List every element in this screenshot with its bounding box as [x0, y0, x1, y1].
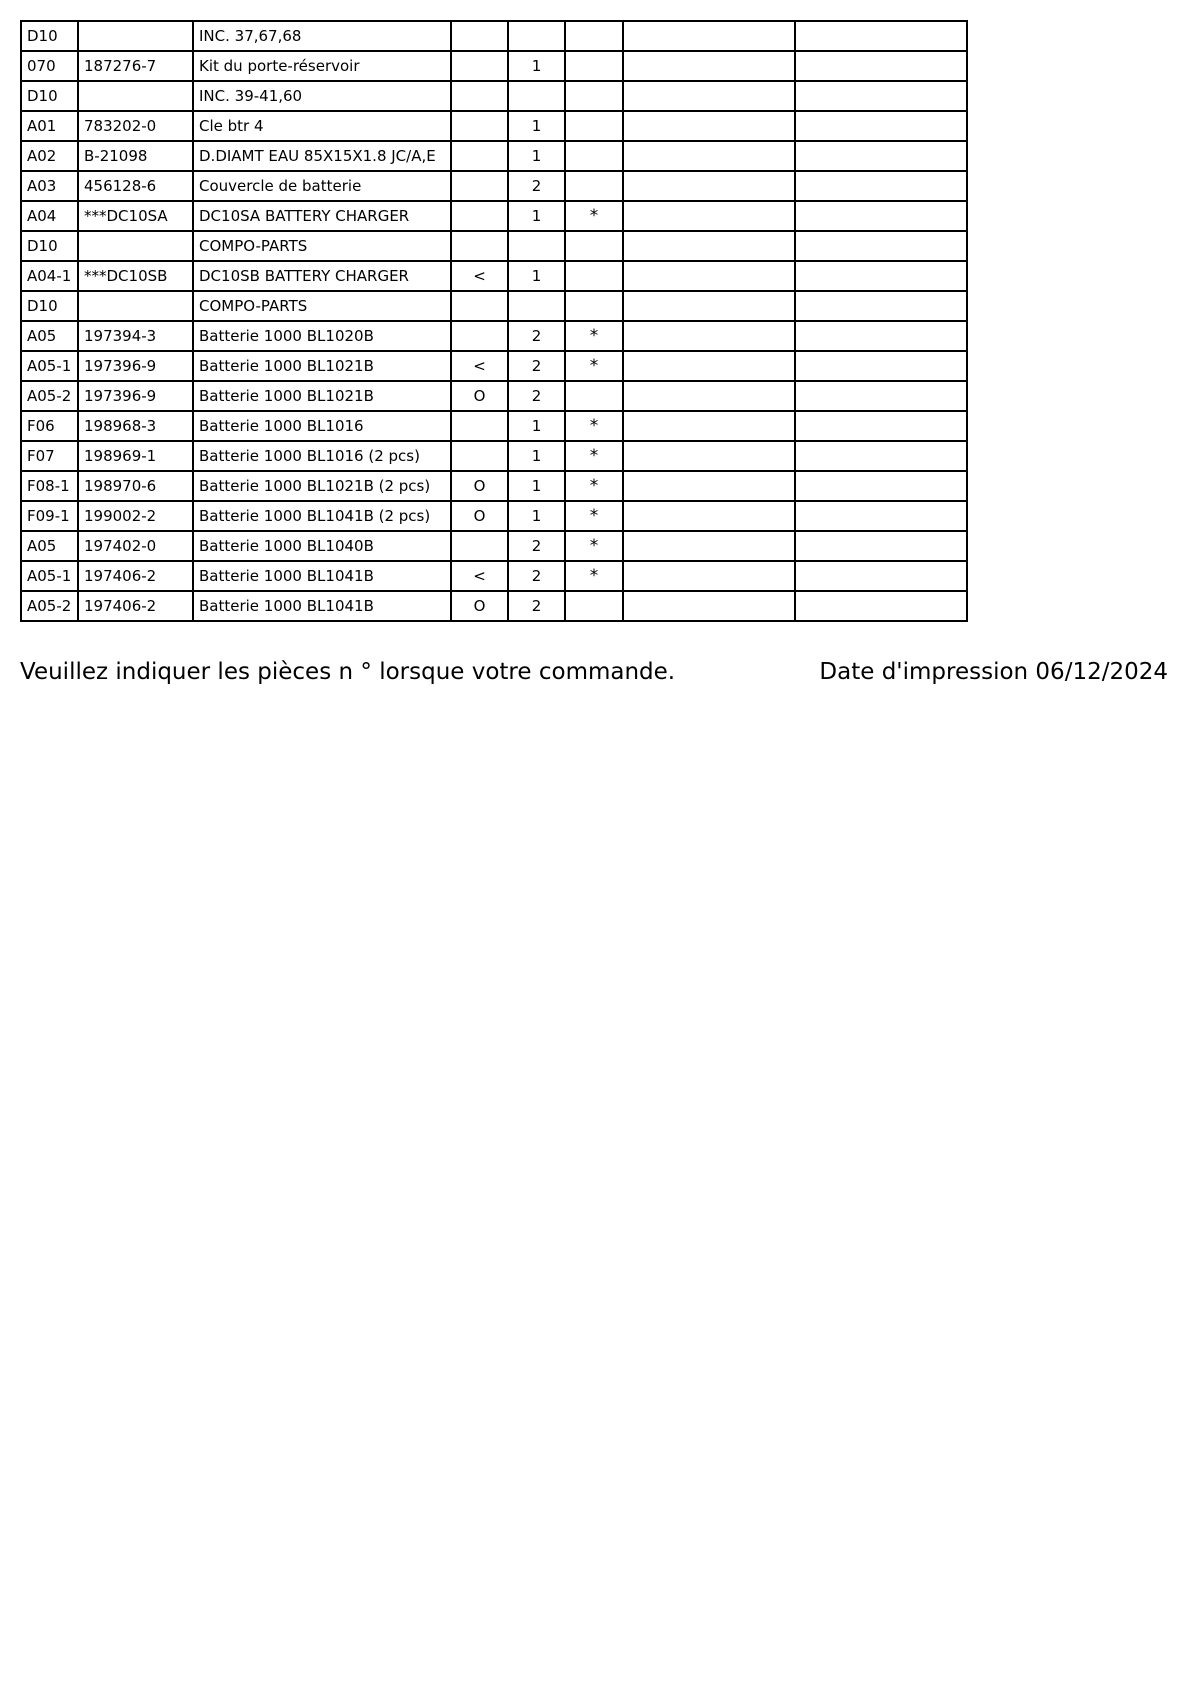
cell-part-number: [78, 231, 193, 261]
cell-empty: [795, 201, 967, 231]
cell-empty: [623, 51, 795, 81]
cell-quantity: 1: [508, 51, 565, 81]
cell-ref: D10: [21, 291, 78, 321]
cell-mark: [451, 81, 508, 111]
cell-empty: [795, 411, 967, 441]
cell-ref: A05: [21, 531, 78, 561]
cell-flag: *: [565, 201, 623, 231]
cell-mark: <: [451, 351, 508, 381]
cell-empty: [795, 141, 967, 171]
cell-description: INC. 37,67,68: [193, 21, 451, 51]
cell-part-number: 198968-3: [78, 411, 193, 441]
cell-description: Batterie 1000 BL1016 (2 pcs): [193, 441, 451, 471]
cell-empty: [623, 81, 795, 111]
cell-empty: [623, 531, 795, 561]
cell-flag: [565, 141, 623, 171]
cell-empty: [795, 51, 967, 81]
cell-ref: F06: [21, 411, 78, 441]
cell-mark: [451, 441, 508, 471]
cell-quantity: 1: [508, 441, 565, 471]
cell-mark: [451, 531, 508, 561]
cell-quantity: 1: [508, 201, 565, 231]
cell-part-number: 187276-7: [78, 51, 193, 81]
table-row: [21, 471, 967, 501]
cell-flag: [565, 21, 623, 51]
table-row: [21, 141, 967, 171]
cell-flag: *: [565, 561, 623, 591]
cell-quantity: 1: [508, 261, 565, 291]
cell-quantity: [508, 21, 565, 51]
cell-part-number: 197396-9: [78, 381, 193, 411]
cell-flag: *: [565, 531, 623, 561]
parts-table: [20, 20, 968, 622]
cell-ref: 070: [21, 51, 78, 81]
cell-empty: [795, 321, 967, 351]
cell-mark: [451, 21, 508, 51]
cell-empty: [795, 381, 967, 411]
table-row: [21, 81, 967, 111]
cell-mark: [451, 321, 508, 351]
cell-description: INC. 39-41,60: [193, 81, 451, 111]
table-row: [21, 351, 967, 381]
table-row: [21, 381, 967, 411]
cell-ref: A02: [21, 141, 78, 171]
cell-empty: [795, 471, 967, 501]
cell-description: D.DIAMT EAU 85X15X1.8 JC/A,E: [193, 141, 451, 171]
table-row: [21, 561, 967, 591]
cell-flag: *: [565, 501, 623, 531]
cell-mark: [451, 51, 508, 81]
cell-description: Batterie 1000 BL1016: [193, 411, 451, 441]
cell-empty: [623, 21, 795, 51]
cell-quantity: 2: [508, 591, 565, 621]
cell-mark: [451, 201, 508, 231]
parts-table-body: [21, 21, 967, 621]
cell-empty: [795, 231, 967, 261]
cell-flag: [565, 231, 623, 261]
table-row: [21, 51, 967, 81]
cell-ref: A05-2: [21, 591, 78, 621]
cell-description: Kit du porte-réservoir: [193, 51, 451, 81]
cell-empty: [623, 381, 795, 411]
table-row: [21, 171, 967, 201]
cell-ref: D10: [21, 21, 78, 51]
cell-empty: [795, 561, 967, 591]
cell-mark: [451, 111, 508, 141]
cell-description: Cle btr 4: [193, 111, 451, 141]
cell-empty: [795, 261, 967, 291]
cell-empty: [623, 201, 795, 231]
cell-ref: A03: [21, 171, 78, 201]
cell-mark: [451, 291, 508, 321]
cell-description: Batterie 1000 BL1021B: [193, 351, 451, 381]
cell-part-number: [78, 21, 193, 51]
cell-empty: [795, 21, 967, 51]
table-row: [21, 21, 967, 51]
cell-flag: *: [565, 441, 623, 471]
cell-ref: D10: [21, 81, 78, 111]
cell-empty: [623, 441, 795, 471]
cell-empty: [623, 141, 795, 171]
table-row: [21, 261, 967, 291]
table-row: [21, 291, 967, 321]
cell-empty: [623, 471, 795, 501]
cell-empty: [623, 351, 795, 381]
cell-mark: <: [451, 261, 508, 291]
cell-mark: O: [451, 501, 508, 531]
cell-quantity: [508, 231, 565, 261]
cell-part-number: 197394-3: [78, 321, 193, 351]
cell-description: Batterie 1000 BL1021B (2 pcs): [193, 471, 451, 501]
cell-part-number: 456128-6: [78, 171, 193, 201]
cell-ref: A01: [21, 111, 78, 141]
cell-quantity: [508, 81, 565, 111]
cell-flag: [565, 111, 623, 141]
cell-part-number: 199002-2: [78, 501, 193, 531]
cell-ref: F08-1: [21, 471, 78, 501]
cell-empty: [623, 501, 795, 531]
cell-ref: A04-1: [21, 261, 78, 291]
cell-mark: [451, 171, 508, 201]
cell-ref: A05-1: [21, 351, 78, 381]
cell-description: DC10SB BATTERY CHARGER: [193, 261, 451, 291]
cell-description: Batterie 1000 BL1041B: [193, 591, 451, 621]
cell-empty: [623, 321, 795, 351]
cell-part-number: B-21098: [78, 141, 193, 171]
cell-mark: [451, 141, 508, 171]
cell-part-number: 198970-6: [78, 471, 193, 501]
cell-part-number: [78, 291, 193, 321]
cell-empty: [623, 171, 795, 201]
cell-flag: [565, 51, 623, 81]
cell-description: Batterie 1000 BL1021B: [193, 381, 451, 411]
cell-quantity: 2: [508, 531, 565, 561]
cell-quantity: 1: [508, 411, 565, 441]
cell-quantity: 2: [508, 351, 565, 381]
cell-description: Couvercle de batterie: [193, 171, 451, 201]
cell-empty: [623, 111, 795, 141]
cell-quantity: 2: [508, 171, 565, 201]
table-row: [21, 411, 967, 441]
cell-empty: [795, 441, 967, 471]
cell-ref: A05: [21, 321, 78, 351]
cell-empty: [795, 111, 967, 141]
cell-part-number: 783202-0: [78, 111, 193, 141]
cell-description: Batterie 1000 BL1041B (2 pcs): [193, 501, 451, 531]
cell-quantity: [508, 291, 565, 321]
cell-empty: [795, 291, 967, 321]
cell-part-number: 197402-0: [78, 531, 193, 561]
cell-flag: [565, 591, 623, 621]
table-row: [21, 531, 967, 561]
cell-empty: [795, 501, 967, 531]
cell-flag: *: [565, 471, 623, 501]
cell-description: Batterie 1000 BL1020B: [193, 321, 451, 351]
cell-quantity: 1: [508, 501, 565, 531]
cell-flag: [565, 171, 623, 201]
cell-ref: F07: [21, 441, 78, 471]
cell-empty: [623, 231, 795, 261]
cell-flag: *: [565, 321, 623, 351]
cell-quantity: 2: [508, 321, 565, 351]
cell-mark: O: [451, 381, 508, 411]
cell-part-number: ***DC10SA: [78, 201, 193, 231]
cell-empty: [623, 561, 795, 591]
cell-empty: [795, 171, 967, 201]
cell-description: DC10SA BATTERY CHARGER: [193, 201, 451, 231]
cell-description: Batterie 1000 BL1041B: [193, 561, 451, 591]
cell-empty: [795, 531, 967, 561]
cell-quantity: 1: [508, 471, 565, 501]
cell-empty: [623, 261, 795, 291]
table-row: [21, 201, 967, 231]
cell-flag: *: [565, 411, 623, 441]
print-date: Date d'impression 06/12/2024: [819, 659, 1168, 685]
cell-mark: O: [451, 471, 508, 501]
table-row: [21, 231, 967, 261]
cell-empty: [623, 591, 795, 621]
cell-part-number: 197396-9: [78, 351, 193, 381]
cell-empty: [623, 291, 795, 321]
cell-part-number: 197406-2: [78, 591, 193, 621]
table-row: [21, 441, 967, 471]
cell-empty: [623, 411, 795, 441]
table-row: [21, 591, 967, 621]
cell-mark: [451, 231, 508, 261]
cell-empty: [795, 81, 967, 111]
cell-quantity: 2: [508, 561, 565, 591]
cell-part-number: 198969-1: [78, 441, 193, 471]
cell-description: COMPO-PARTS: [193, 291, 451, 321]
cell-mark: [451, 411, 508, 441]
cell-quantity: 2: [508, 381, 565, 411]
cell-flag: [565, 261, 623, 291]
cell-flag: *: [565, 351, 623, 381]
cell-ref: F09-1: [21, 501, 78, 531]
cell-mark: O: [451, 591, 508, 621]
order-instruction-note: Veuillez indiquer les pièces n ° lorsque votre commande.: [20, 659, 676, 685]
table-row: [21, 501, 967, 531]
cell-ref: A05-2: [21, 381, 78, 411]
table-row: [21, 321, 967, 351]
cell-description: Batterie 1000 BL1040B: [193, 531, 451, 561]
cell-quantity: 1: [508, 111, 565, 141]
cell-flag: [565, 291, 623, 321]
cell-flag: [565, 381, 623, 411]
cell-part-number: ***DC10SB: [78, 261, 193, 291]
cell-description: COMPO-PARTS: [193, 231, 451, 261]
cell-flag: [565, 81, 623, 111]
cell-part-number: 197406-2: [78, 561, 193, 591]
cell-ref: D10: [21, 231, 78, 261]
cell-empty: [795, 351, 967, 381]
cell-quantity: 1: [508, 141, 565, 171]
table-row: [21, 111, 967, 141]
cell-empty: [795, 591, 967, 621]
cell-ref: A04: [21, 201, 78, 231]
cell-mark: <: [451, 561, 508, 591]
cell-ref: A05-1: [21, 561, 78, 591]
cell-part-number: [78, 81, 193, 111]
